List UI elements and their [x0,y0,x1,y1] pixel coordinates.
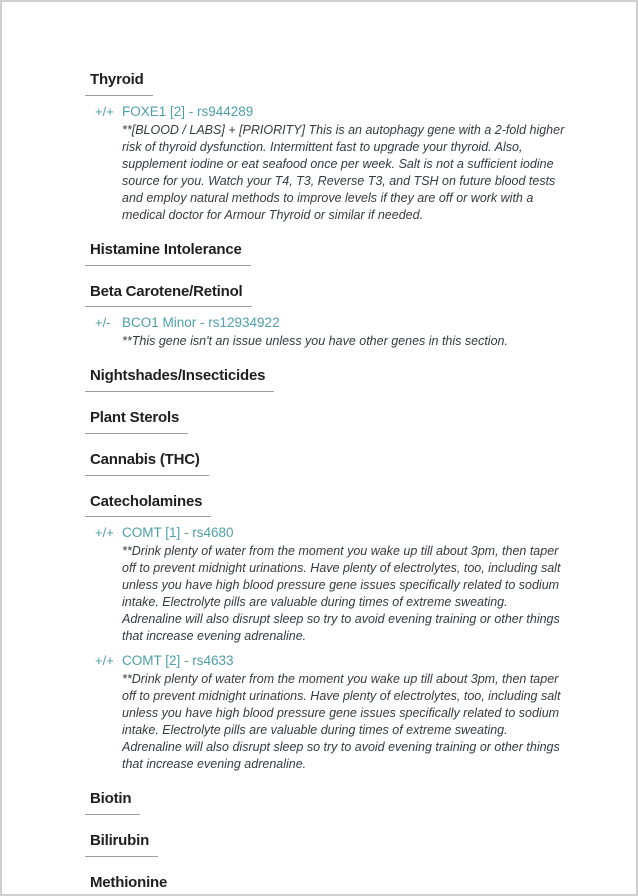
section-heading-label: Bilirubin [90,832,150,849]
section-heading-label: Methionine [90,873,168,891]
report-section [90,241,568,266]
gene-note: **Drink plenty of water from the moment you wake up till about 3pm, then taper off to prevent midnight urinations. Have plenty of electrolytes, too, including salt unless you have high blood pressure gene issues specifically related to sodium intake. Electrolyte pills are valuable during times of extreme sweating. Adrenaline will also disrupt sleep so try to avoid evening training or other things that increase evening adrenaline. [122,544,561,644]
section-entries [90,524,568,773]
gene-entry [90,314,568,350]
report-section [90,451,568,476]
section-heading [85,241,251,266]
gene-note: **This gene isn't an issue unless you have other genes in this section. [122,334,508,349]
gene-entry-body [122,524,568,645]
genotype-marker: +/- [95,315,111,331]
gene-entry-body [122,103,568,224]
section-heading-label: Histamine Intolerance [90,240,242,258]
section-heading-label: Plant Sterols [90,409,180,426]
report-section [90,367,568,392]
section-heading [85,493,211,518]
section-heading [85,451,209,476]
section-heading-label: Thyroid [90,71,144,88]
gene-entry-body [122,314,568,350]
report-section [90,874,568,896]
genotype-marker: +/+ [95,103,114,119]
report-section [90,493,568,774]
section-heading-label: Cannabis (THC) [90,450,200,468]
section-heading [85,283,252,308]
genotype-marker: +/+ [95,653,114,669]
gene-entry [90,103,568,224]
sections-container [90,71,568,896]
report-section [90,790,568,815]
section-heading-label: Biotin [90,790,132,808]
gene-link[interactable]: COMT [2] - rs4633 [122,653,234,669]
section-heading [85,367,274,392]
section-heading-label: Nightshades/Insecticides [90,367,266,385]
section-heading-label: Catecholamines [90,492,203,510]
section-heading [85,790,140,815]
gene-note: **[BLOOD / LABS] + [PRIORITY] This is an autophagy gene with a 2-fold higher risk of thyroid dysfunction. Intermittent fast to upgrade your thyroid. Also, supplement iodine or eat seafood once per week. Salt is not a sufficient iodine source for you. Watch your T4, T3, Reverse T3, and TSH on future blood tests and employ natural methods to improve levels if they are off or work with a medical doctor for Armour Thyroid or similar if needed. [122,122,565,222]
section-heading [85,832,158,857]
section-heading-label: Beta Carotene/Retinol [90,282,243,300]
gene-entry-body [122,652,568,773]
report-section [90,71,568,224]
section-heading [85,409,188,434]
gene-link[interactable]: COMT [1] - rs4680 [122,525,234,541]
report-section [90,409,568,434]
report-section [90,283,568,351]
gene-entry [90,524,568,645]
section-heading [85,874,176,896]
report-section [90,832,568,857]
section-entries [90,314,568,350]
genotype-marker: +/+ [95,525,114,541]
gene-entry [90,652,568,773]
gene-note: **Drink plenty of water from the moment you wake up till about 3pm, then taper off to prevent midnight urinations. Have plenty of electrolytes, too, including salt unless you have high blood pressure gene issues specifically related to sodium intake. Electrolyte pills are valuable during times of extreme sweating. Adrenaline will also disrupt sleep so try to avoid evening training or other things that increase evening adrenaline. [122,672,561,772]
gene-link[interactable]: BCO1 Minor - rs12934922 [122,315,280,331]
section-entries [90,103,568,224]
gene-link[interactable]: FOXE1 [2] - rs944289 [122,103,254,119]
section-heading [85,71,153,96]
